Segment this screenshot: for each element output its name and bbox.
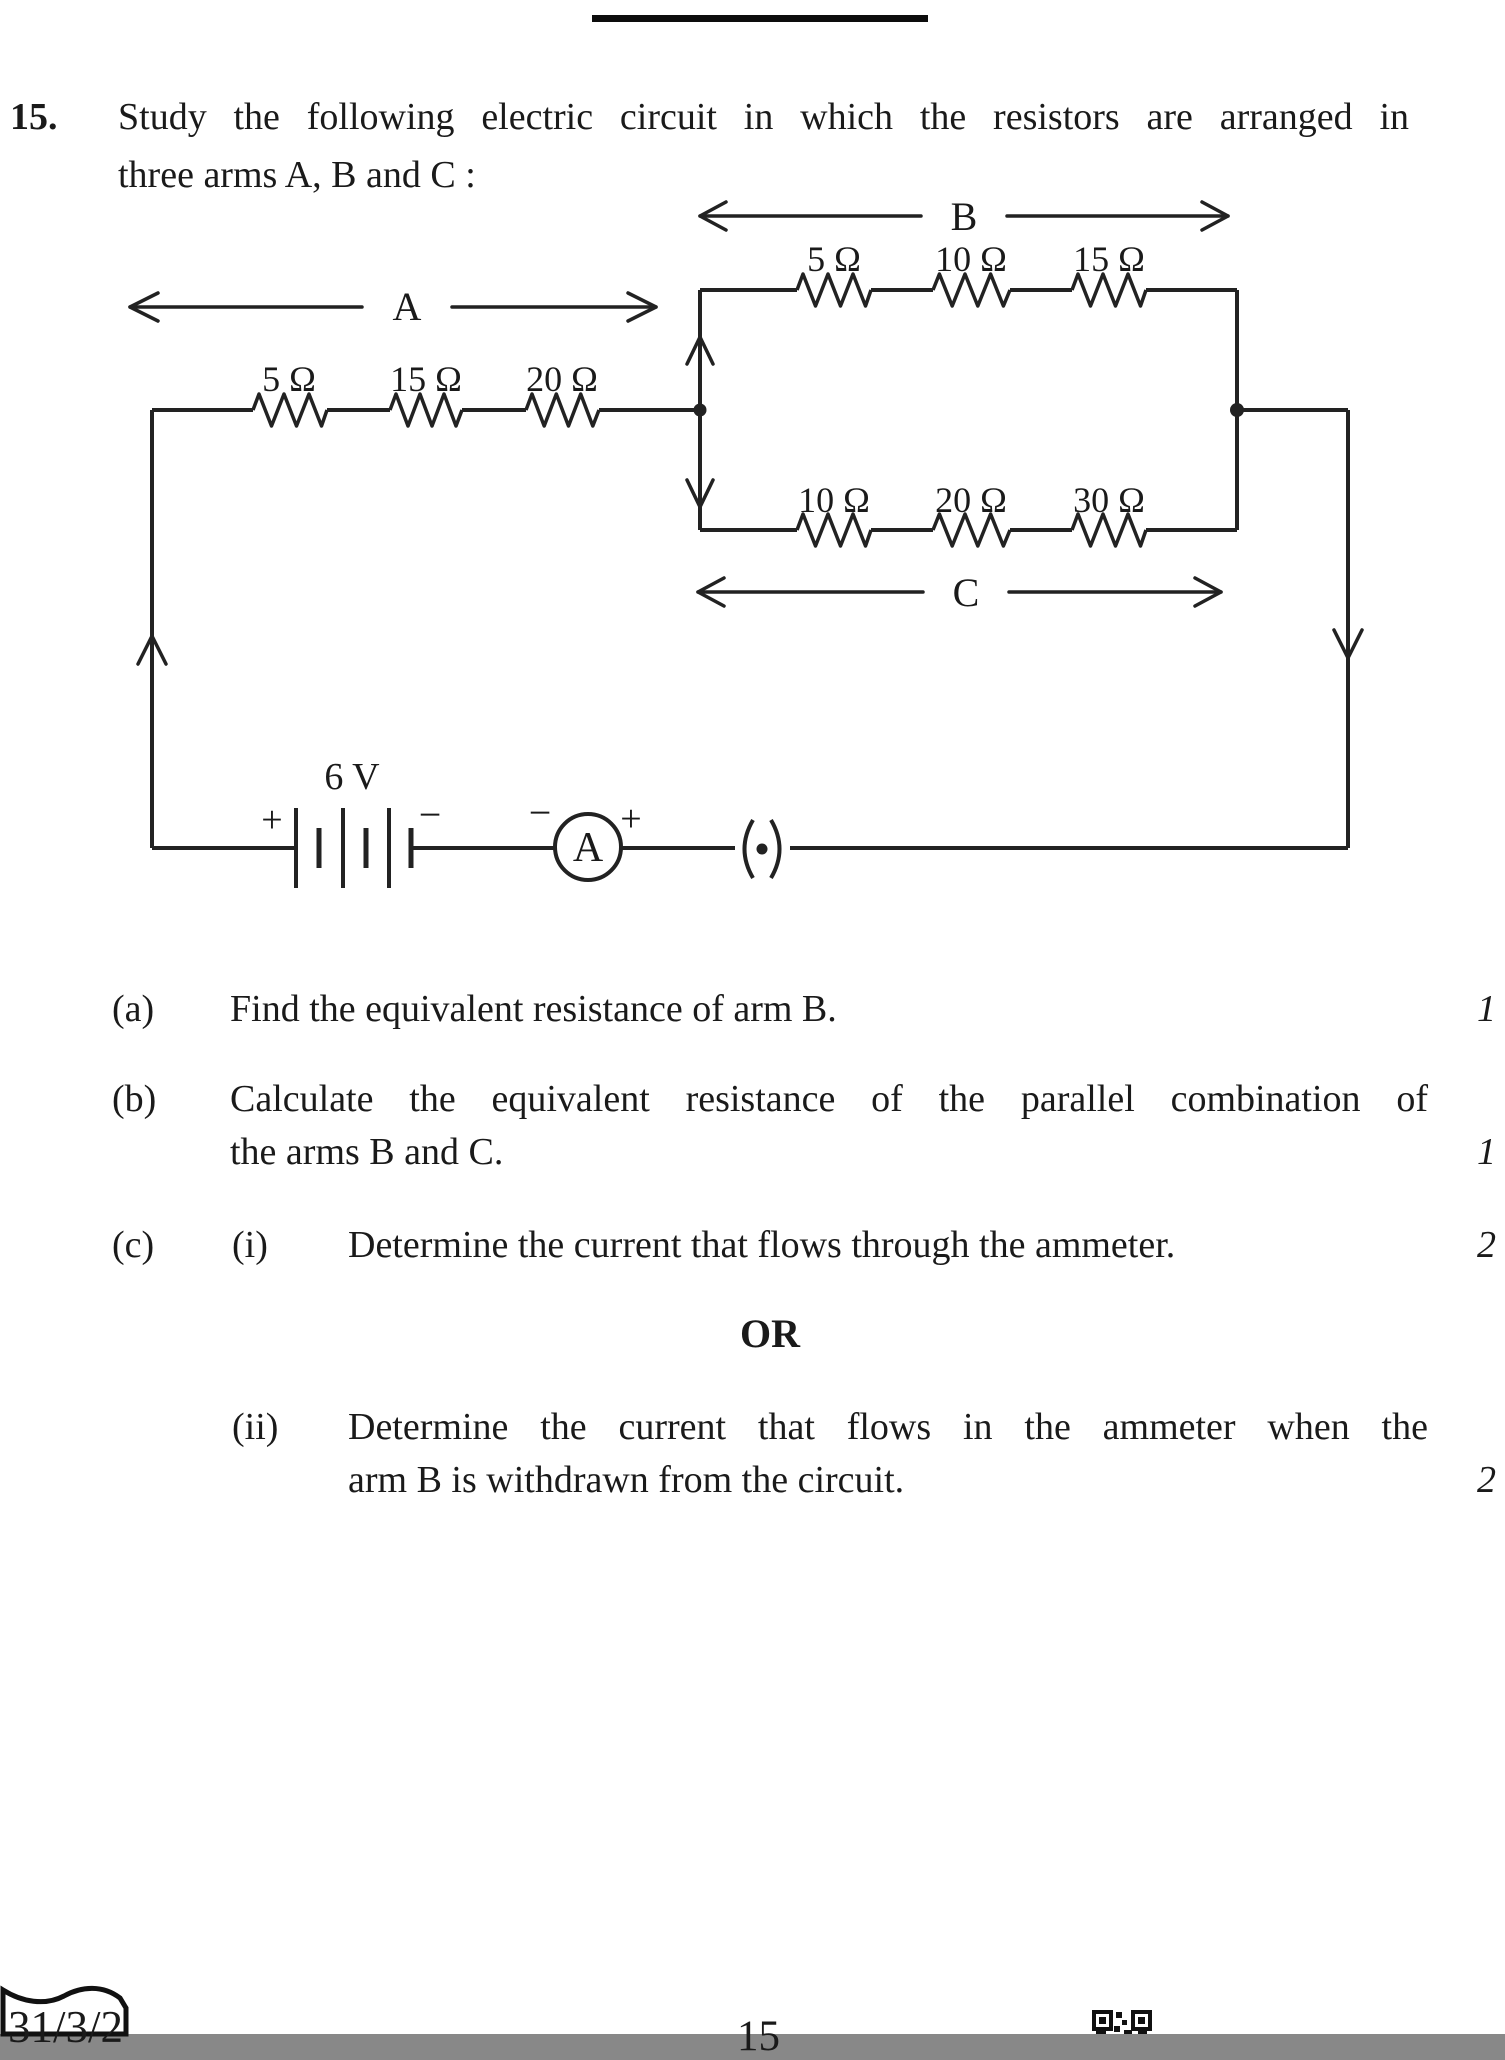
part-c-ii-text-line1: Determine the current that flows in the ammeter when the bbox=[348, 1406, 1428, 1448]
ammeter-plus-sign: + bbox=[620, 798, 642, 840]
question-number: 15. bbox=[10, 96, 58, 138]
battery-voltage-label: 6 V bbox=[324, 756, 380, 798]
part-c-i-label: (i) bbox=[232, 1224, 268, 1266]
resistor-c3-value: 30 Ω bbox=[1073, 480, 1145, 520]
resistor-a1-value: 5 Ω bbox=[262, 359, 316, 399]
footer-page-number: 15 bbox=[737, 2013, 780, 2060]
resistor-a3-value: 20 Ω bbox=[526, 359, 598, 399]
part-c-i-text: Determine the current that flows through the ammeter. bbox=[348, 1224, 1176, 1266]
part-b-marks: 1 bbox=[1477, 1131, 1496, 1173]
part-c-ii-label: (ii) bbox=[232, 1406, 279, 1448]
part-c-ii-text-line2: arm B is withdrawn from the circuit. bbox=[348, 1459, 905, 1501]
qr-code-icon bbox=[1094, 2012, 1150, 2034]
part-b-text-line2: the arms B and C. bbox=[230, 1131, 504, 1173]
resistor-c1-value: 10 Ω bbox=[798, 480, 870, 520]
part-c-label: (c) bbox=[112, 1224, 155, 1266]
battery-icon bbox=[296, 808, 411, 888]
question-intro-line1: Study the following electric circuit in which the resistors are arranged in bbox=[118, 96, 1409, 138]
part-c-i-marks: 2 bbox=[1477, 1224, 1496, 1266]
part-b-text-line1: Calculate the equivalent resistance of the parallel combination of bbox=[230, 1078, 1428, 1120]
part-a-marks: 1 bbox=[1477, 988, 1496, 1030]
junction-dot-left bbox=[694, 404, 707, 417]
part-a-label: (a) bbox=[112, 988, 155, 1030]
ammeter-minus-sign: − bbox=[528, 790, 552, 835]
or-separator-label: OR bbox=[740, 1311, 800, 1356]
resistor-a2-value: 15 Ω bbox=[390, 359, 462, 399]
resistor-c2-value: 20 Ω bbox=[935, 480, 1007, 520]
arrows bbox=[130, 202, 1362, 664]
resistor-b1-value: 5 Ω bbox=[807, 239, 861, 279]
part-a-text: Find the equivalent resistance of arm B. bbox=[230, 988, 837, 1030]
arm-c-label: C bbox=[952, 570, 980, 615]
ammeter-letter: A bbox=[572, 825, 604, 871]
battery-minus-sign: − bbox=[418, 792, 442, 837]
junction-dot-right bbox=[1230, 403, 1244, 417]
arm-a-label: A bbox=[392, 284, 422, 329]
resistor-b2-value: 10 Ω bbox=[935, 239, 1007, 279]
battery-plus-sign: + bbox=[261, 799, 283, 841]
separator-line bbox=[592, 15, 928, 22]
part-c-ii-marks: 2 bbox=[1477, 1459, 1496, 1501]
key-icon bbox=[745, 820, 780, 878]
arm-b-label: B bbox=[950, 194, 978, 239]
part-b-label: (b) bbox=[112, 1078, 157, 1120]
question-intro-line2: three arms A, B and C : bbox=[118, 154, 476, 196]
resistor-b3-value: 15 Ω bbox=[1073, 239, 1145, 279]
footer-paper-code: 31/3/2 bbox=[8, 2002, 124, 2052]
